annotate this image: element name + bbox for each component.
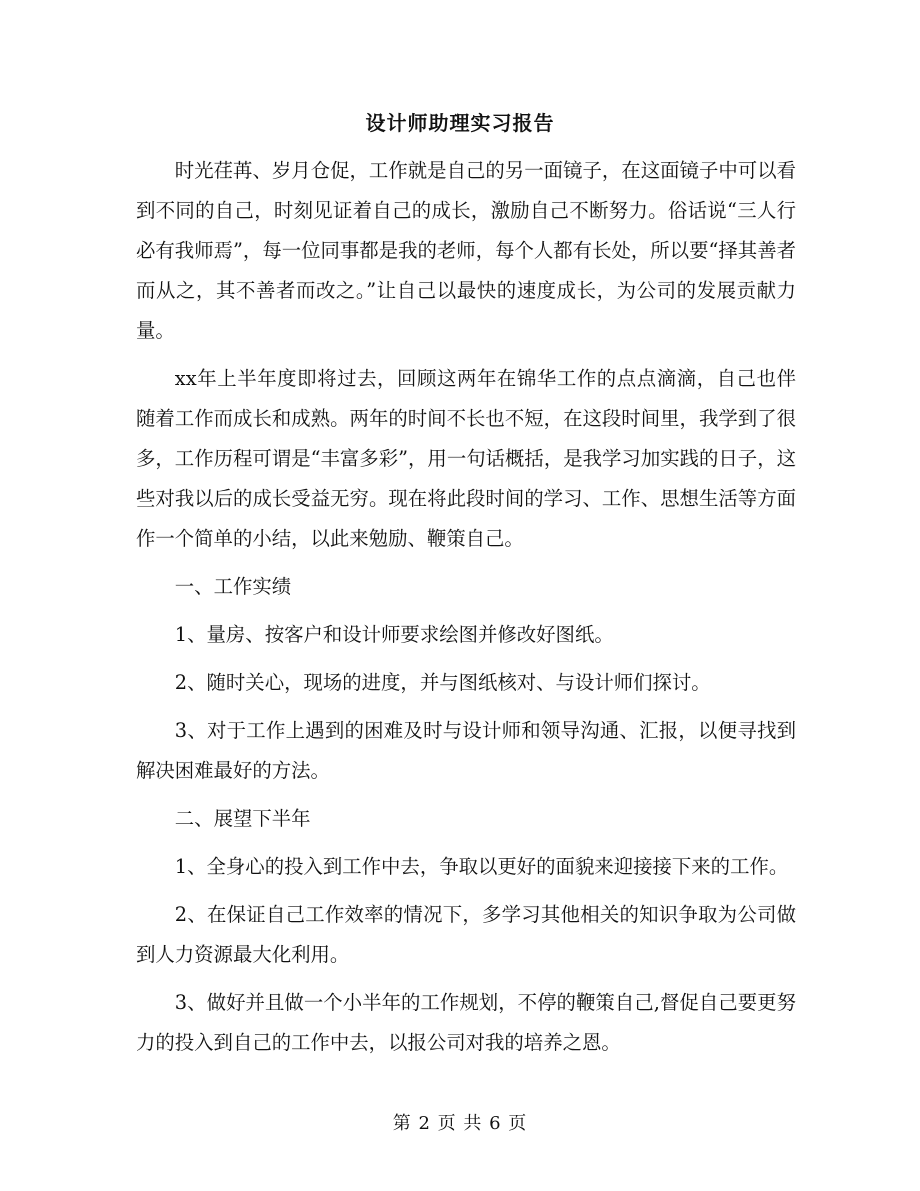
review-paragraph: xx年上半年度即将过去，回顾这两年在锦华工作的点点滴滴，自己也伴随着工作而成长和成熟。两年的时间不长也不短，在这段时间里，我学到了很多，工作历程可谓是“丰富多彩”，用一句话概括，是我学习加实践的日子，这些对我以后的成长受益无穷。现在将此段时间的学习、工作、思想生活等方面作一个简单的小结，以此来勉励、鞭策自己。 bbox=[136, 367, 796, 550]
document-title: 设计师助理实习报告 bbox=[365, 111, 555, 135]
outlook-item-2: 2、在保证自己工作效率的情况下，多学习其他相关的知识争取为公司做到人力资源最大化利用。 bbox=[136, 903, 796, 966]
outlook-item-3: 3、做好并且做一个小半年的工作规划，不停的鞭策自己,督促自己要更努力的投入到自己的工作中去，以报公司对我的培养之恩。 bbox=[136, 991, 796, 1054]
achievement-item-2: 2、随时关心，现场的进度，并与图纸核对、与设计师们探讨。 bbox=[174, 671, 711, 694]
outlook-item-1: 1、全身心的投入到工作中去，争取以更好的面貌来迎接接下来的工作。 bbox=[174, 855, 789, 878]
section-heading-achievements: 一、工作实绩 bbox=[174, 575, 292, 598]
page-number: 第 2 页 共 6 页 bbox=[392, 1113, 528, 1134]
section-heading-outlook: 二、展望下半年 bbox=[174, 807, 311, 830]
achievement-item-3: 3、对于工作上遇到的困难及时与设计师和领导沟通、汇报，以便寻找到解决困难最好的方法。 bbox=[136, 719, 796, 782]
intro-paragraph: 时光荏苒、岁月仓促，工作就是自己的另一面镜子，在这面镜子中可以看到不同的自己，时刻见证着自己的成长，激励自己不断努力。俗话说“三人行必有我师焉”，每一位同事都是我的老师，每个人都有长处，所以要“择其善者而从之，其不善者而改之。”让自己以最快的速度成长，为公司的发展贡献力量。 bbox=[136, 159, 796, 342]
achievement-item-1: 1、量房、按客户和设计师要求绘图并修改好图纸。 bbox=[174, 623, 614, 646]
document-body bbox=[136, 151, 796, 1063]
